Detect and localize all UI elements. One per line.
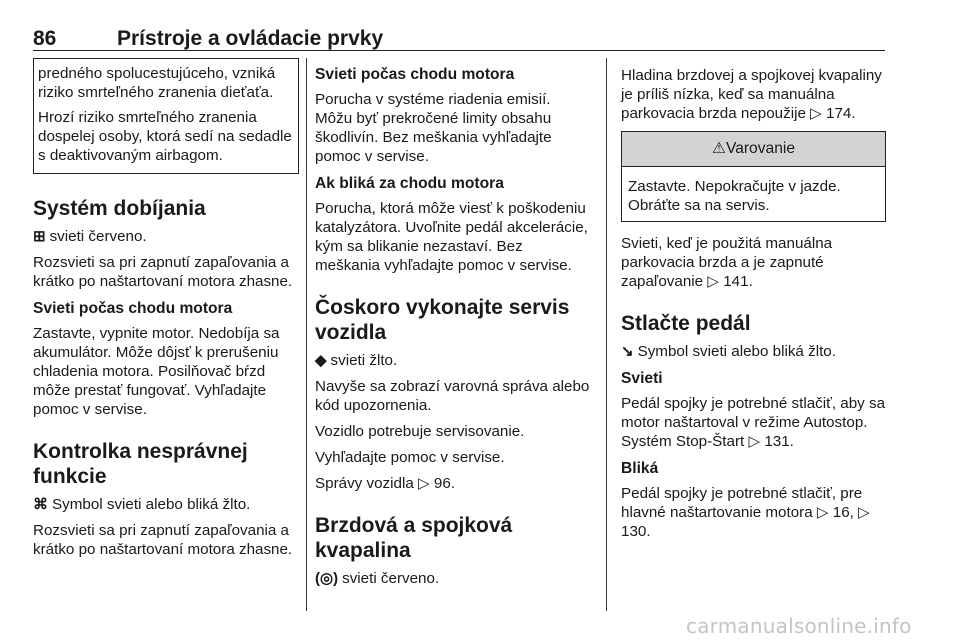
warning-title: Varovanie: [725, 140, 796, 157]
engine-icon: ⌘: [33, 496, 48, 513]
column-2: [315, 58, 590, 595]
page-number: 86: [33, 27, 57, 50]
pedal-status: ↘ Symbol svieti alebo bliká žlto.: [621, 343, 836, 360]
flashing-paragraph: Porucha, ktorá môže viesť k poškodeniu katalyzátora. Uvoľnite pedál akcelerácie, kým sa blikanie nezastaví. Bez meškania vyhľadajte pomoc v servise.: [315, 200, 588, 274]
section-heading-brake: Brzdová a spojková kvapalina: [315, 514, 513, 562]
service-paragraph: Vozidlo potrebuje servisovanie.: [315, 423, 525, 440]
warning-triangle-icon: ⚠: [711, 140, 726, 157]
subheading-running: Svieti počas chodu motora: [33, 300, 233, 317]
airbag-warning-box: [33, 58, 299, 174]
service-status: ◆ svieti žlto.: [315, 352, 398, 369]
box-paragraph: Hrozí riziko smrteľného zranenia dospelej osoby, ktorá sedí na sedadle s deaktivovaným airbagom.: [38, 109, 292, 164]
service-paragraph: Navyše sa zobrazí varovná správa alebo kód upozornenia.: [315, 378, 590, 414]
section-heading-service: Čoskoro vykonajte servis vozidla: [315, 296, 570, 344]
brake-icon: (◎): [315, 570, 339, 587]
column-divider: [606, 58, 607, 611]
pedal-icon: ↘: [621, 343, 634, 360]
brake-status: (◎) svieti červeno.: [315, 570, 440, 587]
blink-paragraph: Pedál spojky je potrebné stlačiť, pre hlavné naštartovanie motora ▷ 16, ▷ 130.: [621, 485, 870, 540]
charging-status: ⊞ svieti červeno.: [33, 228, 147, 245]
lit-paragraph: Pedál spojky je potrebné stlačiť, aby sa motor naštartoval v režime Autostop. Systém Stop-Štart ▷ 131.: [621, 395, 886, 450]
header-rule: [33, 50, 885, 51]
page-header: [33, 27, 885, 51]
running-paragraph: Zastavte, vypnite motor. Nedobíja sa akumulátor. Môže dôjsť k prerušeniu chladenia motora. Posilňovač bŕzd môže prestať fungovať. Vyhľadajte pomoc v servise.: [33, 325, 280, 418]
warning-box: [621, 131, 886, 222]
column-divider: [306, 58, 307, 611]
subheading-lit: Svieti: [621, 370, 663, 387]
parking-brake-paragraph: Svieti, keď je použitá manuálna parkovacia brzda a je zapnuté zapaľovanie ▷ 141.: [621, 235, 833, 290]
running-title: Prístroje a ovládacie prvky: [117, 27, 384, 50]
subheading-blink: Bliká: [621, 460, 659, 477]
malfunction-status: ⌘ Symbol svieti alebo bliká žlto.: [33, 496, 251, 513]
running-paragraph: Porucha v systéme riadenia emisií. Môžu byť prekročené limity obsahu škodlivín. Bez meškania vyhľadajte pomoc v servise.: [315, 91, 552, 165]
box-paragraph: predného spolucestujúceho, vzniká riziko smrteľného zranenia dieťaťa.: [38, 65, 276, 101]
service-paragraph: Vyhľadajte pomoc v servise.: [315, 449, 505, 466]
subheading-flashing: Ak bliká za chodu motora: [315, 175, 504, 192]
column-1: [33, 58, 299, 566]
subheading-running: Svieti počas chodu motora: [315, 66, 515, 83]
section-heading-malfunction: Kontrolka nesprávnej funkcie: [33, 440, 248, 488]
section-heading-pedal: Stlačte pedál: [621, 312, 751, 335]
warning-text: Zastavte. Nepokračujte v jazde. Obráťte sa na servis.: [628, 178, 841, 214]
watermark: carmanualsonline.info: [686, 614, 912, 638]
wrench-car-icon: ◆: [315, 352, 327, 369]
battery-icon: ⊞: [33, 228, 46, 245]
charging-paragraph: Rozsvieti sa pri zapnutí zapaľovania a krátko po naštartovaní motora zhasne.: [33, 254, 293, 290]
section-heading-charging: Systém dobíjania: [33, 197, 206, 220]
warning-header: [622, 132, 885, 167]
brake-paragraph: Hladina brzdovej a spojkovej kvapaliny je príliš nízka, keď sa manuálna parkovacia brzda nepoužije ▷ 174.: [621, 67, 882, 122]
column-3: [621, 58, 886, 548]
malfunction-paragraph: Rozsvieti sa pri zapnutí zapaľovania a krátko po naštartovaní motora zhasne.: [33, 522, 293, 558]
service-paragraph: Správy vozidla ▷ 96.: [315, 475, 455, 492]
